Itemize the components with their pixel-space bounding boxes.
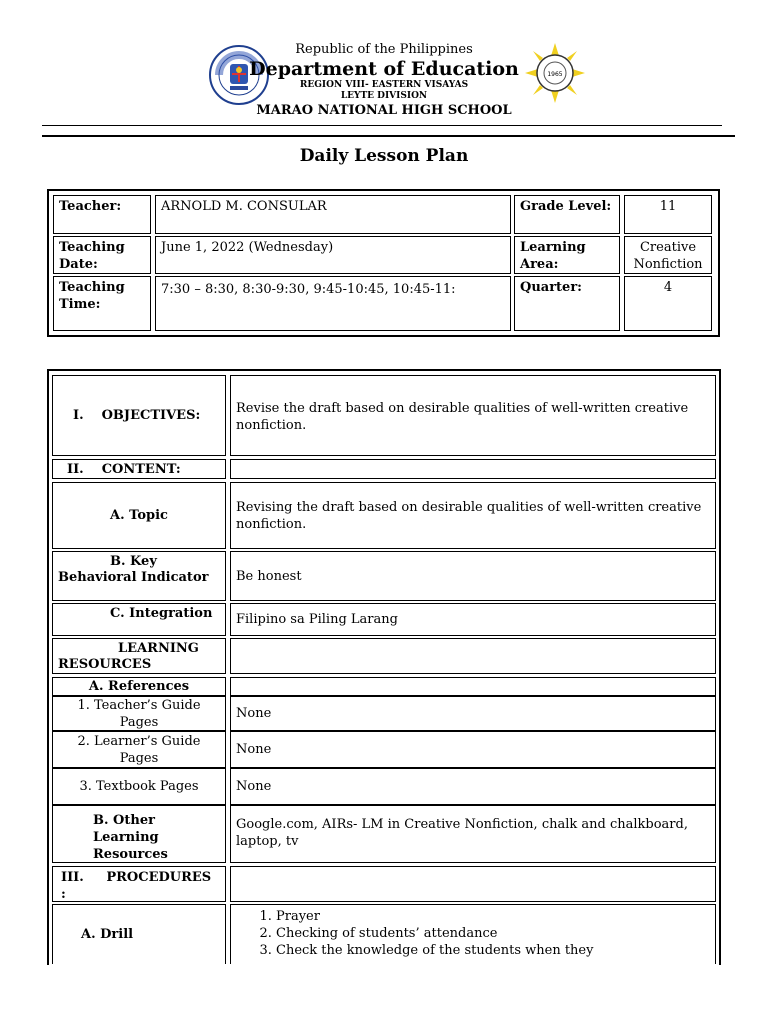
republic-text: Republic of the Philippines: [295, 42, 473, 57]
date-value: June 1, 2022 (Wednesday): [155, 236, 511, 274]
header-divider-thin: [42, 125, 722, 126]
learners-guide-label: 2. Learner’s Guide Pages: [52, 731, 226, 768]
other-resources-label: B. Other Learning Resources: [52, 805, 226, 863]
teacher-value: ARNOLD M. CONSULAR: [155, 195, 511, 234]
school-seal-year: 1965: [547, 71, 563, 78]
header-divider-thick: [42, 135, 735, 137]
textbook-value: None: [230, 768, 716, 805]
quarter-value: 4: [624, 276, 712, 331]
objectives-label-cell: [52, 375, 226, 456]
objectives-label: OBJECTIVES:: [101, 408, 201, 423]
grade-label: Grade Level:: [514, 195, 620, 234]
time-value: 7:30 – 8:30, 8:30-9:30, 9:45-10:45, 10:45-11:: [155, 276, 511, 331]
content-label-cell: [52, 459, 226, 479]
key-indicator-label: B. Key Behavioral Indicator: [52, 551, 226, 601]
department-title: Department of Education: [249, 58, 519, 80]
drill-item: 3. Check the knowledge of the students when they: [276, 942, 710, 959]
objectives-value: Revise the draft based on desirable qualities of well-written creative nonfiction.: [230, 375, 716, 456]
teachers-guide-value: None: [230, 696, 716, 731]
content-label: CONTENT:: [101, 461, 181, 477]
division-text: LEYTE DIVISION: [340, 91, 428, 101]
learning-resources-label: LEARNING RESOURCES: [52, 638, 226, 674]
references-label: A. References: [52, 677, 226, 696]
area-value: Creative Nonfiction: [624, 236, 712, 274]
integration-label: C. Integration: [52, 603, 226, 636]
learners-guide-value: None: [230, 731, 716, 768]
procedures-number: III.: [61, 870, 84, 885]
references-value: [230, 677, 716, 696]
page-title: Daily Lesson Plan: [299, 146, 469, 166]
drill-item: 2. Checking of students’ attendance: [276, 925, 710, 942]
time-label: Teaching Time:: [53, 276, 151, 331]
area-label: Learning Area:: [514, 236, 620, 274]
drill-list-cell: [230, 904, 716, 964]
drill-item: 1. Prayer: [276, 908, 710, 925]
procedures-label: PROCEDURES :: [61, 870, 212, 902]
learning-resources-value: [230, 638, 716, 674]
textbook-label: 3. Textbook Pages: [52, 768, 226, 805]
drill-list: [236, 908, 710, 959]
teachers-guide-label: 1. Teacher’s Guide Pages: [52, 696, 226, 731]
drill-label: A. Drill: [52, 904, 226, 964]
topic-label: A. Topic: [52, 482, 226, 549]
region-text: REGION VIII- EASTERN VISAYAS: [299, 80, 469, 90]
other-resources-value: Google.com, AIRs- LM in Creative Nonfiction, chalk and chalkboard, laptop, tv: [230, 805, 716, 863]
grade-value: 11: [624, 195, 712, 234]
topic-value: Revising the draft based on desirable qualities of well-written creative nonfiction.: [230, 482, 716, 549]
key-indicator-value: Be honest: [230, 551, 716, 601]
integration-value: Filipino sa Piling Larang: [230, 603, 716, 636]
teacher-label: Teacher:: [53, 195, 151, 234]
date-label: Teaching Date:: [53, 236, 151, 274]
objectives-number: I.: [73, 408, 84, 423]
school-name: MARAO NATIONAL HIGH SCHOOL: [256, 103, 512, 118]
quarter-label: Quarter:: [514, 276, 620, 331]
content-number: II.: [67, 461, 84, 477]
content-value: [230, 459, 716, 479]
procedures-value: [230, 866, 716, 902]
procedures-label-cell: [52, 866, 226, 902]
